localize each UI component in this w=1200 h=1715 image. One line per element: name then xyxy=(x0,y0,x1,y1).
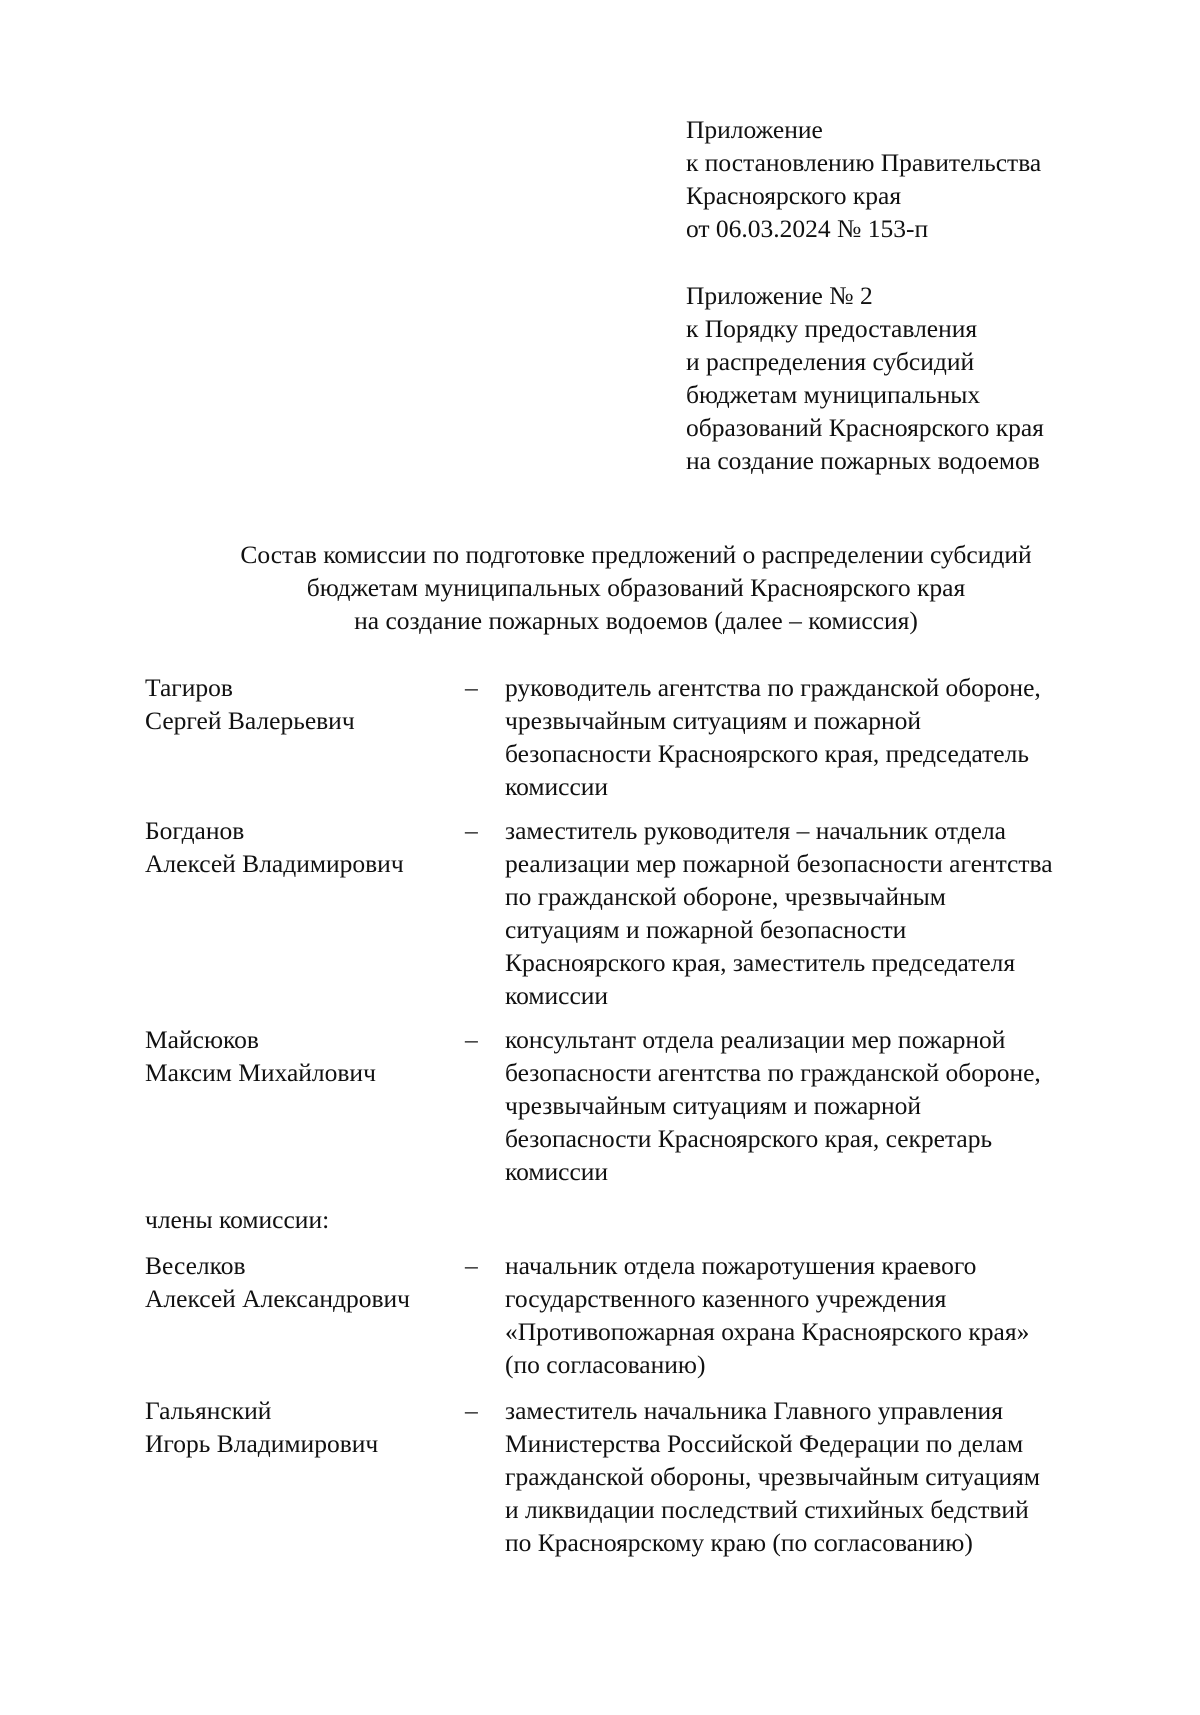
role-line: начальник отдела пожаротушения краевого xyxy=(505,1251,977,1280)
role-line: комиссии xyxy=(505,772,609,801)
member-role xyxy=(505,1394,1125,1559)
role-line: по Красноярскому краю (по согласованию) xyxy=(505,1528,973,1557)
member-role xyxy=(505,814,1125,1012)
role-line: заместитель руководителя – начальник отдела xyxy=(505,816,1006,845)
member-entry xyxy=(145,1023,1125,1188)
role-line: реализации мер пожарной безопасности агентства xyxy=(505,849,1053,878)
title-line: Состав комиссии по подготовке предложений о распределении субсидий xyxy=(240,540,1032,569)
role-line: чрезвычайным ситуациям и пожарной xyxy=(505,1091,922,1120)
member-given-names: Алексей Владимирович xyxy=(145,849,404,878)
member-name xyxy=(145,1023,465,1188)
members-label: члены комиссии: xyxy=(145,1205,330,1234)
appendix-2-line: на создание пожарных водоемов xyxy=(686,446,1040,475)
role-line: гражданской обороны, чрезвычайным ситуациям xyxy=(505,1462,1040,1491)
role-line: Красноярского края, заместитель председателя xyxy=(505,948,1016,977)
member-name xyxy=(145,814,465,1012)
member-entry xyxy=(145,1249,1125,1381)
role-line: государственного казенного учреждения xyxy=(505,1284,947,1313)
role-line: безопасности Красноярского края, председатель xyxy=(505,739,1029,768)
role-line: (по согласованию) xyxy=(505,1350,706,1379)
role-line: чрезвычайным ситуациям и пожарной xyxy=(505,706,922,735)
member-given-names: Алексей Александрович xyxy=(145,1284,410,1313)
role-line: и ликвидации последствий стихийных бедствий xyxy=(505,1495,1029,1524)
commission-roster xyxy=(145,671,1125,1559)
member-given-names: Игорь Владимирович xyxy=(145,1429,379,1458)
member-entry xyxy=(145,671,1125,803)
member-role xyxy=(505,1249,1125,1381)
member-surname: Веселков xyxy=(145,1251,246,1280)
appendix-2-line: бюджетам муниципальных xyxy=(686,380,981,409)
role-line: безопасности Красноярского края, секретарь xyxy=(505,1124,993,1153)
member-entry xyxy=(145,1394,1125,1559)
member-dash: – xyxy=(465,1025,478,1054)
appendix-line: Красноярского края xyxy=(686,181,902,210)
role-line: по гражданской обороне, чрезвычайным xyxy=(505,882,946,911)
member-given-names: Максим Михайлович xyxy=(145,1058,376,1087)
role-line: ситуациям и пожарной безопасности xyxy=(505,915,907,944)
role-line: комиссии xyxy=(505,981,609,1010)
member-dash: – xyxy=(465,1251,478,1280)
member-name xyxy=(145,1249,465,1381)
appendix-header xyxy=(686,113,1041,245)
member-dash: – xyxy=(465,673,478,702)
role-line: заместитель начальника Главного управления xyxy=(505,1396,1003,1425)
appendix-2-line: образований Красноярского края xyxy=(686,413,1044,442)
member-surname: Майсюков xyxy=(145,1025,259,1054)
member-name xyxy=(145,1394,465,1559)
title-line: на создание пожарных водоемов (далее – комиссия) xyxy=(354,606,918,635)
role-line: комиссии xyxy=(505,1157,609,1186)
role-line: Министерства Российской Федерации по делам xyxy=(505,1429,1024,1458)
member-dash: – xyxy=(465,1396,478,1425)
member-dash: – xyxy=(465,816,478,845)
appendix-2-line: Приложение № 2 xyxy=(686,281,873,310)
appendix-2-line: к Порядку предоставления xyxy=(686,314,978,343)
appendix-line: от 06.03.2024 № 153-п xyxy=(686,214,929,243)
appendix-line: к постановлению Правительства xyxy=(686,148,1042,177)
member-given-names: Сергей Валерьевич xyxy=(145,706,355,735)
member-name xyxy=(145,671,465,803)
appendix-line: Приложение xyxy=(686,115,823,144)
member-role xyxy=(505,1023,1125,1188)
title-line: бюджетам муниципальных образований Красноярского края xyxy=(306,573,966,602)
role-line: консультант отдела реализации мер пожарной xyxy=(505,1025,1006,1054)
role-line: руководитель агентства по гражданской обороне, xyxy=(505,673,1041,702)
appendix-2-header xyxy=(686,279,1044,477)
appendix-2-line: и распределения субсидий xyxy=(686,347,975,376)
document-title xyxy=(0,538,1200,637)
member-surname: Тагиров xyxy=(145,673,233,702)
member-surname: Гальянский xyxy=(145,1396,272,1425)
member-surname: Богданов xyxy=(145,816,245,845)
role-line: «Противопожарная охрана Красноярского края» xyxy=(505,1317,1030,1346)
member-entry xyxy=(145,814,1125,1012)
member-role xyxy=(505,671,1125,803)
role-line: безопасности агентства по гражданской обороне, xyxy=(505,1058,1041,1087)
